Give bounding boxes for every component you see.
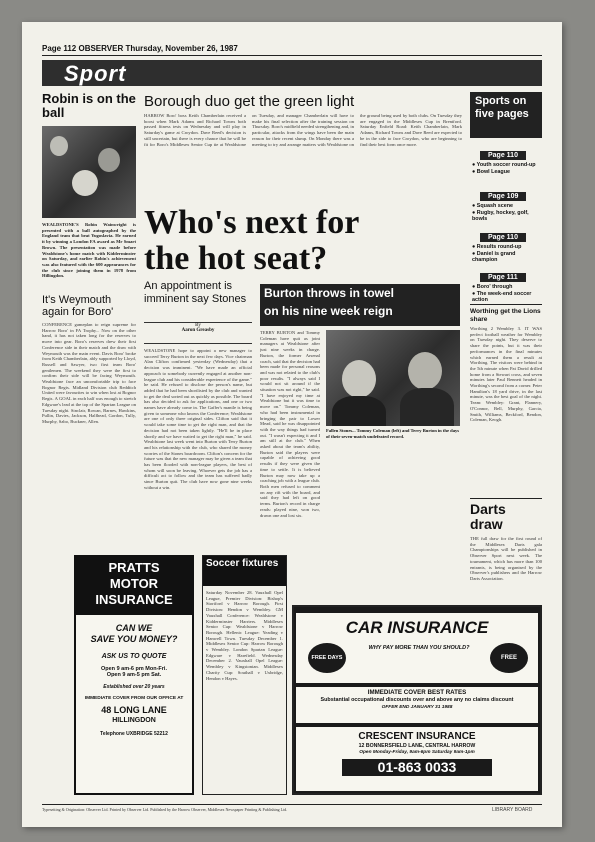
folio-rule (42, 55, 542, 56)
fixtures-box (202, 555, 287, 795)
pratts-quote: ASK US TO QUOTE (101, 653, 167, 660)
burton-headline-line1: Burton throws in towel (264, 286, 394, 300)
pratts-address2: HILLINGDON (112, 717, 156, 724)
pratts-cta2: SAVE YOU MONEY? (90, 634, 178, 644)
byline-name: Aaron Greasby (181, 328, 215, 333)
pratts-line2: MOTOR (109, 576, 159, 591)
car-insurance-ad (292, 605, 542, 795)
main-byline (144, 322, 252, 344)
pratts-cta1: CAN WE (115, 623, 153, 633)
byline-label: By (195, 323, 201, 328)
page-item: ● Rugby, hockey, golf, bowls (472, 209, 529, 223)
footer-rule (42, 804, 542, 805)
pratts-established: Established over 20 years (103, 684, 165, 690)
page-item: ● Boro' through (472, 284, 513, 290)
sports-page-entry (470, 266, 542, 304)
main-subhead: An appointment is imminent say Stones (144, 280, 247, 305)
borough-body: HARROW Boro' boss Keith Chamberlain received a boost when Mark Adams and Richard Towns both passed fitness tests on Wednesday and will play in Saturday's game at Croydon. Dave Reed's decision is still uncertain, but there is every chance that he will be fit for Boro's Middlesex Senior Cup tie at Wealdstone on Tuesday, and manager Chamberlain will have to make his final selection after the training session on Thursday. Boro's midfield needed strengthening and, in particular, attacks from the wings have been the main reason for their recent slump. On Monday there was a meeting to try and arrange matters with Wealdstone on the ground being used by both clubs. On Tuesday they are engaged in the Middlesex Cup in Brentford. Saturday Enfield Road: Keith Chamberlain, Mark Adams, Richard Towns and Dave Reed are expected to be in the side to face Croydon, who are beginning to find their best form once more. (144, 113, 462, 147)
lions-headline: Worthing get the Lions share (470, 308, 541, 323)
car-offer1: IMMEDIATE COVER BEST RATES (367, 689, 467, 696)
pratts-insurance-ad (74, 555, 194, 795)
weymouth-headline: It's Weymouth again for Boro' (42, 294, 114, 318)
car-offer2: Substantial occupational discounts over and above any no claims discount (320, 697, 514, 703)
pratts-hours1: Open 9 am-6 pm Mon-Fri. (100, 666, 167, 672)
newspaper-page (22, 22, 562, 827)
sidebar-rule (470, 498, 542, 499)
page-item: ● Youth soccer round-up (472, 162, 536, 168)
borough-headline: Borough duo get the green light (144, 93, 355, 110)
robin-photo (42, 126, 136, 218)
burton-headline-line2: on his nine week reign (264, 304, 393, 318)
car-brand: CRESCENT INSURANCE (358, 731, 476, 742)
sports-pages-box (470, 92, 542, 138)
fixtures-body: Saturday November 28. Vauxhall Opel League, Premier Division: Bishop's Stortford v Harrow Borough. First Division: Hendon v Wembley. GM Vauxhall Conference: Wealdstone v Kidderminster Harriers. Middlesex Senior Cup: Wealdstone v Harrow Borough. Hellenic League: Yeading v Hanwell Town. Tuesday December 1. Middlesex Senior Cup: Harrow Borough v Wembley. London Spartan League: Edgware v Harefield. Wednesday December 2. Vauxhall Opel League: Wembley v Kingstonian. Middlesex Charity Cup: Southall v Uxbridge, Hendon v Hayes. (206, 590, 283, 681)
weymouth-body: CONFERENCE gameplan to reign supreme for Harrow Boro' in FA Trophy... Now on the other hand, it has not taken long for the reserves to move into gear. Boro's reserves drew their first Conference side in their match and the draw with Weymouth was the main event. Davis Boro' broke from Keith Chamberlain, ably supported by Lloyd, Russell and Sawyer, two first team Boro' gentlemen. The weekend they were the first to confirm their side will be facing Weymouth. Wealdstone face an uncomfortable trip to face Bognor Regis. Midland Division club Redditch United were favourites to win when lost at Bognor Regis. A GOAL in each half was enough to stretch Edgware's lead at the top of the Spartan League on Tuesday night. Sinclair, Rowan, Barnes, Hawkins, Pullin, Davies, Jackson, Halfhead, Gordon, Tully, Murphy, Sabo, Buckner, Allen. (42, 322, 136, 424)
car-ad-offer (296, 687, 538, 723)
page-tag: Page 109 (480, 192, 526, 201)
main-headline-line2: the hot seat? (144, 240, 328, 277)
page-tag: Page 111 (480, 273, 526, 282)
page-folio: Page 112 OBSERVER Thursday, November 26, 1987 (42, 44, 238, 53)
lions-body: Worthing 2 Wembley 3. IT WAS perfect football weather for Wembley on Tuesday night. They deserve to share the points, but it was their performances in the final minutes which earned them a result at Worthing. The visitors were behind in the 5th minute when Pat David drilled home from a Stewart cross, and seven minutes later Paul Bennett headed in Worthing's second from a corner. Peter Hamilton's 18 yard drive, in the last minute, was the best goal of the night. Team: Wembley: Grant, Flannery, O'Connor, Bell, Murphy, Garcia, Smith, Williams, Beckford, Bendon, Coleman, Keogh. (470, 326, 542, 423)
section-banner (42, 60, 542, 86)
page-tag: Page 110 (480, 233, 526, 242)
sports-page-entry (470, 185, 542, 223)
free-badge: FREE (490, 643, 528, 673)
pratts-address1: 48 LONG LANE (101, 705, 167, 715)
burton-photo-caption: Fallen Stones... Tommy Coleman (left) and Terry Burton in the days of their seven-match undefeated record. (326, 428, 460, 439)
imprint: Typesetting & Origination: Observer Ltd. Printed by Observer Ltd. Published by the Harrow Observer, Middlesex Newspaper Printing & Publishing Ltd. (42, 807, 288, 812)
page-item: ● Bowl League (472, 168, 511, 175)
darts-headline: Darts draw (470, 501, 506, 532)
sports-page-entry (470, 226, 542, 264)
robin-body: WEALDSTONE'S Robin Wainwright is presented with a ball autographed by the England team that beat Yugoslavia. He earned it by winning a London FA award as Mr Smart Brown. The presentation was made before Wealdstone's home match with Kidderminster on Saturday, and earlier Robin's achievement was also featured with the 600 appearances for the club since joining them in 1978 from Hillingdon. (42, 222, 136, 279)
sports-page-entry (470, 144, 542, 175)
car-phone: 01-863 0033 (342, 759, 492, 776)
page-item: ● Results round-up (472, 244, 522, 250)
section-title: Sport (64, 61, 127, 86)
library-stamp: LIBRARY BOARD (492, 807, 533, 813)
burton-photo (326, 330, 460, 426)
main-body: WEALDSTONE hope to appoint a new manager to succeed Terry Burton in the next few days. Vice chairman Alan Clifton confirmed yesterday (Wednesday) that a decision was imminent. "We have made an official approach to somebody currently engaged at another non-league club and his considerable experience of the game." he said. He refused to disclose the person's name, but added that he had been shortlisted by the club and wanted to get the deal sorted out as quickly as possible. The board has also decided to ask for applications, and one or two names have already come in. The Gaffer's mantle is being given to someone who knows the Conference; Wealdstone are one of only three original sides. Clifton said that it would take some time to get the right man, and that the decision had not been taken lightly. "He'll be in place shortly and we have waited to get the right man," he said. Wealdstone last week went into Burton with Terry Burton and his relationship with the club, who shared the money worries of the Stones boardroom. Clifton's concern for the future was that the new manager may be given a team that has been flooded with non-league players, the best of whom will soon be leaving. Whoever gets the job has a difficult act to follow and the team has suffered badly since Burton quit. The club have now gone nine weeks without a win. (144, 348, 252, 490)
car-ad-footer (296, 727, 538, 791)
car-offer3: OFFER END JANUARY 31 1988 (381, 705, 453, 710)
burton-body-continued (326, 444, 460, 568)
pratts-phone: Telephone UXBRIDGE 52212 (100, 731, 168, 737)
page-item: ● Daniel is grand champion (472, 250, 516, 264)
page-item: ● The week-end soccer action (472, 290, 532, 304)
car-ad-tagline: WHY PAY MORE THAN YOU SHOULD? (368, 645, 470, 651)
fixtures-title: Soccer fixtures (203, 556, 286, 586)
sports-pages-title: Sports on five pages (475, 95, 529, 120)
pratts-line3: INSURANCE (95, 592, 173, 607)
car-ad-top (296, 613, 538, 683)
car-address: 12 BONNERSFIELD LANE, CENTRAL HARROW (358, 743, 476, 749)
burton-body: TERRY BURTON and Tommy Coleman have quit as joint managers at Wealdstone after just nine weeks in charge. Burton, the former Arsenal coach, said that the decision had been made for personal reasons and was not related to the club's poor results. "I always said I would not sit around if the situation was not right," he said. "I have enjoyed my time at Wealdstone but it was time to move on." Tommy Coleman, who had been instrumental in bringing the pair to Lower Mead, said he was disappointed with the way things had turned out. "I wasn't expecting it and I am still at the club." When asked about the team's ability, Burton said the players were capable of achieving good results if they were given the time to settle. It is believed Burton may now take up a coaching job with a league club. Both men refused to comment on any rift with the board, and said they had left on good terms. Burton's record in charge reads: played nine, won two, drawn one and lost six. (260, 330, 320, 518)
darts-body: THE full draw for the first round of the Middlesex Darts gala Championships will be published in Observer Sport next week. The tournament, which has more than 100 entrants, is being organised by the Observer's publishers and the Harrow Darts Association. (470, 536, 542, 581)
page-tag: Page 110 (480, 151, 526, 160)
page-item: ● Squash scene (472, 203, 514, 209)
car-hours: Open Monday-Friday, 9am-6pm Saturday 9am-1pm (359, 750, 475, 755)
sidebar-rule (470, 304, 542, 305)
robin-headline: Robin is on the ball (42, 91, 136, 120)
pratts-visit: IMMEDIATE COVER FROM OUR OFFICE AT (84, 696, 184, 701)
car-ad-title: CAR INSURANCE (345, 618, 489, 637)
free-days-badge: FREE DAYS (308, 643, 346, 673)
main-headline-line1: Who's next for (144, 204, 360, 241)
pratts-hours2: Open 9 am-5 pm Sat. (106, 672, 162, 678)
pratts-line1: PRATTS (108, 560, 160, 575)
burton-headline-block (260, 284, 460, 326)
pratts-ad-header (76, 557, 192, 615)
